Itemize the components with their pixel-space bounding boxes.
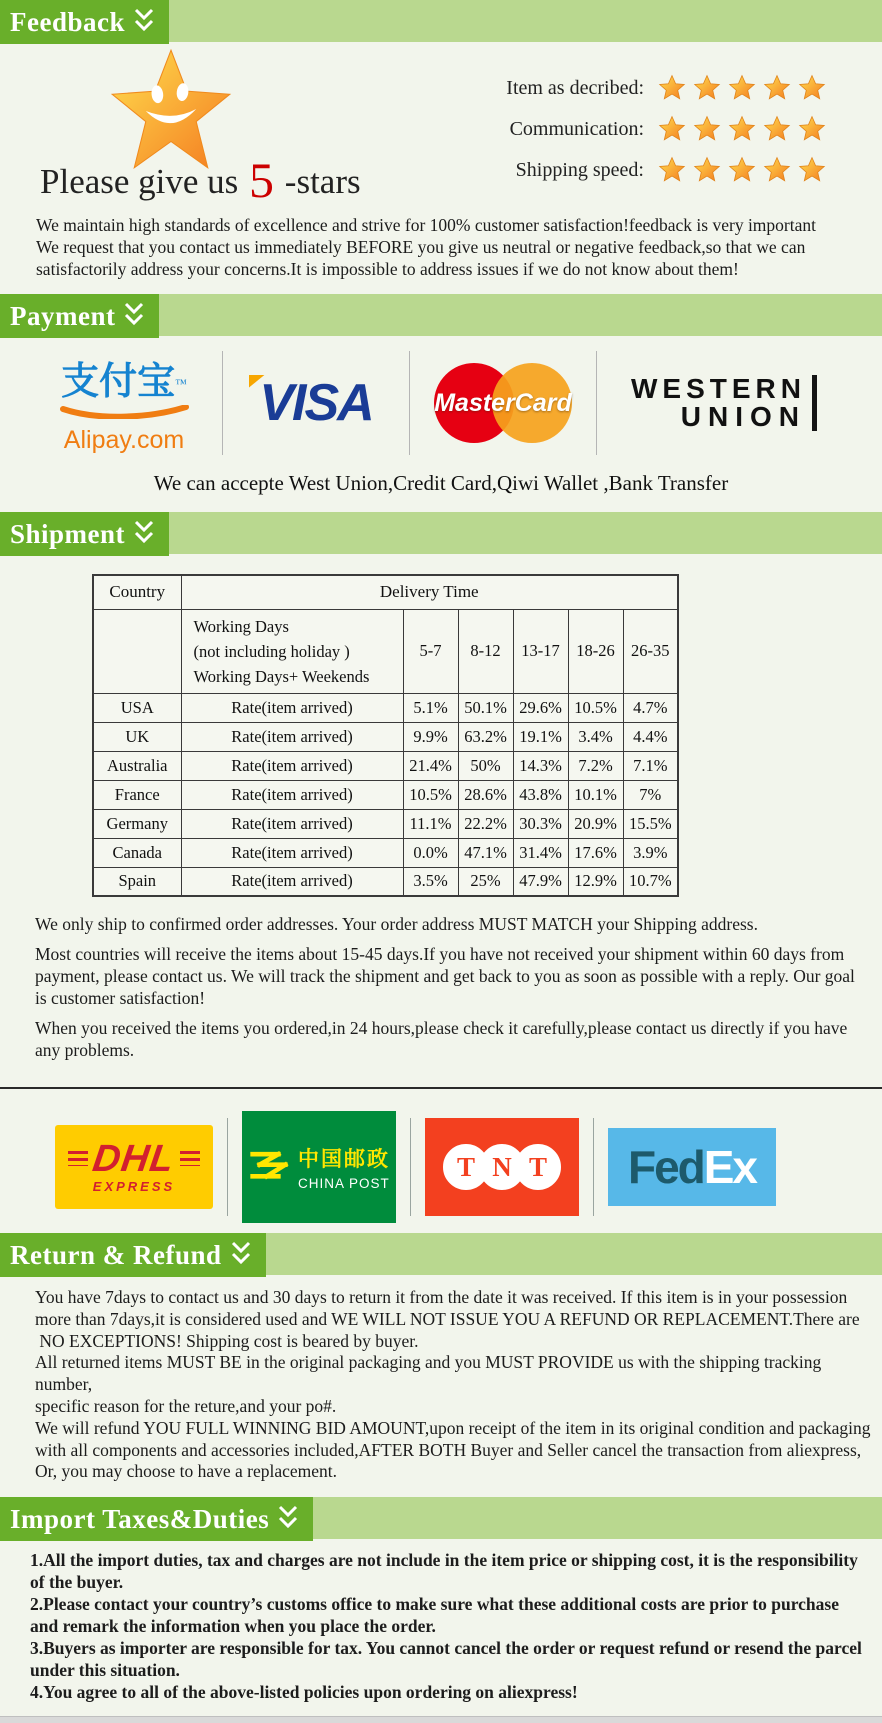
payment-logos-row [0, 336, 882, 461]
return-refund-line: Or, you may choose to have a replacement. [35, 1461, 338, 1482]
double-chevron-down-icon [133, 7, 155, 37]
rating-row [484, 115, 826, 143]
rate-value-cell: 10.5% [403, 780, 458, 809]
star-icon [693, 74, 721, 102]
rate-value-cell: 30.3% [513, 809, 568, 838]
rate-value-cell: 43.8% [513, 780, 568, 809]
tnt-letter: N [492, 1151, 512, 1182]
return-refund-line: You have 7days to contact us and 30 days to return it from the date it was received. If this item is in your possession [35, 1287, 848, 1307]
star-icon [658, 156, 686, 184]
section-banner-return-refund [0, 1233, 882, 1275]
section-banner-feedback [0, 0, 882, 42]
return-refund-banner-tag [0, 1233, 266, 1277]
rate-value-cell: 10.5% [568, 693, 623, 722]
rate-value-cell: 10.7% [623, 867, 678, 896]
return-refund-banner-label: Return & Refund [10, 1239, 222, 1270]
import-tax-item-text: All the import duties, tax and charges are not include in the item price or shipping cost, it is the responsibility of the buyer. [30, 1550, 858, 1593]
feedback-banner-tag [0, 0, 169, 44]
dhl-text: DHL [90, 1137, 178, 1180]
empty-cell [93, 609, 181, 693]
import-tax-item-number: 2. [30, 1594, 44, 1615]
working-days-cell [181, 609, 403, 693]
shipment-banner-tag [0, 512, 169, 556]
tnt-letter: T [456, 1151, 475, 1182]
import-tax-item-number: 4. [30, 1682, 44, 1703]
shipping-policy [35, 913, 860, 1061]
rate-value-cell: 25% [458, 867, 513, 896]
country-cell: USA [93, 693, 181, 722]
return-refund-line: specific reason for the reture,and your po#. [35, 1395, 337, 1416]
feedback-paragraph [36, 214, 882, 280]
visa-logo [241, 373, 391, 433]
payment-banner-tag [0, 294, 159, 338]
courier-logos-row [0, 1089, 882, 1233]
feedback-paragraph-line: satisfactorily address your concerns.It is impossible to address issues if we do not know about them! [36, 259, 739, 279]
shipping-policy-paragraph: Most countries will receive the items about 15-45 days.If you have not received your shipment within 60 days from payment, please contact us. We will track the shipment and get back to you as soon as possible with a reply. Our goal is customer satisfaction! [35, 944, 855, 1008]
table-row [93, 722, 678, 751]
star-icon [763, 156, 791, 184]
headline-five: 5 [249, 152, 275, 208]
alipay-swoosh-icon [59, 405, 189, 419]
country-header: Country [93, 575, 181, 609]
table-header-row [93, 575, 678, 609]
china-post-cn-text: 中国邮政 [298, 1148, 390, 1171]
star-rating [658, 115, 826, 143]
divider [410, 1118, 411, 1216]
working-days-line: Working Days+ Weekends [193, 666, 370, 686]
import-tax-item-text: You agree to all of the above-listed policies upon ordering on aliexpress! [43, 1682, 578, 1703]
alipay-tm: ™ [175, 376, 187, 391]
import-tax-item [30, 1593, 865, 1637]
feedback-banner-label: Feedback [10, 6, 125, 37]
country-cell: Spain [93, 867, 181, 896]
rate-label-cell: Rate(item arrived) [181, 867, 403, 896]
star-icon [728, 115, 756, 143]
dhl-express-text: EXPRESS [92, 1178, 176, 1194]
rate-value-cell: 11.1% [403, 809, 458, 838]
star-rating [658, 156, 826, 184]
double-chevron-down-icon [123, 301, 145, 331]
dhl-speed-lines [180, 1151, 200, 1166]
smiley-star-icon [108, 48, 234, 172]
country-cell: Canada [93, 838, 181, 867]
alipay-logo [44, 350, 204, 455]
alipay-cn-text: 支付宝 [61, 361, 176, 403]
range-header-cell: 5-7 [403, 609, 458, 693]
star-icon [763, 74, 791, 102]
rate-value-cell: 28.6% [458, 780, 513, 809]
import-tax-item-number: 3. [30, 1638, 44, 1659]
feedback-content [0, 42, 882, 208]
rate-value-cell: 12.9% [568, 867, 623, 896]
china-post-en-text: CHINA POST [298, 1176, 390, 1191]
return-refund-line: We will refund YOU FULL WINNING BID AMOUNT,upon receipt of the item in its original condition and packaging [35, 1417, 871, 1438]
visa-text: VISA [259, 373, 373, 432]
rate-label-cell: Rate(item arrived) [181, 838, 403, 867]
rate-value-cell: 3.9% [623, 838, 678, 867]
rating-row [484, 156, 826, 184]
star-icon [728, 74, 756, 102]
import-tax-item-text: Buyers as importer are responsible for tax. You cannot cancel the order or request refund or resend the parcel under this situation. [30, 1638, 862, 1681]
table-row [93, 838, 678, 867]
fedex-fed-text: Fed [627, 1141, 704, 1193]
headline-post: -stars [284, 162, 361, 201]
rate-value-cell: 50% [458, 751, 513, 780]
import-tax-item [30, 1549, 865, 1593]
import-tax-item-text: Please contact your country’s customs office to make sure what these additional costs are prior to purchase and remark the information when you place the order. [30, 1594, 839, 1637]
rating-label: Communication: [509, 117, 644, 140]
tnt-letter: T [528, 1151, 547, 1182]
rate-value-cell: 20.9% [568, 809, 623, 838]
rate-value-cell: 63.2% [458, 722, 513, 751]
dhl-speed-lines [68, 1151, 88, 1166]
working-days-line: Working Days [193, 616, 289, 636]
star-icon [798, 74, 826, 102]
feedback-paragraph-line: We request that you contact us immediately BEFORE you give us neutral or negative feedback,so that we can [36, 237, 806, 257]
fedex-logo [608, 1128, 776, 1206]
rate-value-cell: 14.3% [513, 751, 568, 780]
star-icon [728, 156, 756, 184]
rate-value-cell: 29.6% [513, 693, 568, 722]
feedback-left [40, 48, 460, 208]
country-cell: Germany [93, 809, 181, 838]
double-chevron-down-icon [230, 1240, 252, 1270]
china-post-emblem-icon [248, 1146, 290, 1188]
rate-label-cell: Rate(item arrived) [181, 780, 403, 809]
working-days-line: (not including holiday ) [193, 641, 350, 661]
country-cell: France [93, 780, 181, 809]
rate-label-cell: Rate(item arrived) [181, 809, 403, 838]
alipay-domain: Alipay.com [63, 426, 185, 454]
section-banner-import-taxes [0, 1497, 882, 1539]
table-row [93, 867, 678, 896]
rating-label: Shipping speed: [515, 158, 644, 181]
range-header-cell: 26-35 [623, 609, 678, 693]
table-subheader-row [93, 609, 678, 693]
divider [596, 351, 597, 455]
import-tax-item [30, 1637, 865, 1681]
rate-value-cell: 15.5% [623, 809, 678, 838]
return-refund-line: more than 7days,it is considered used and WE WILL NOT ISSUE YOU A REFUND OR REPLACEMENT.There are [35, 1308, 860, 1329]
mastercard-text: MasterCard [434, 388, 572, 417]
rate-value-cell: 7% [623, 780, 678, 809]
rate-value-cell: 4.7% [623, 693, 678, 722]
table-row [93, 693, 678, 722]
delivery-time-header: Delivery Time [181, 575, 678, 609]
tnt-circle [515, 1144, 561, 1190]
feedback-paragraph-line: We maintain high standards of excellence and strive for 100% customer satisfaction!feedback is very important [36, 215, 816, 235]
rate-label-cell: Rate(item arrived) [181, 693, 403, 722]
rating-row [484, 74, 826, 102]
table-row [93, 751, 678, 780]
rate-value-cell: 19.1% [513, 722, 568, 751]
country-cell: Australia [93, 751, 181, 780]
star-icon [693, 115, 721, 143]
payment-banner-label: Payment [10, 300, 116, 331]
star-icon [798, 115, 826, 143]
star-icon [693, 156, 721, 184]
range-header-cell: 18-26 [568, 609, 623, 693]
import-taxes-list [30, 1549, 865, 1703]
china-post-logo [242, 1111, 396, 1223]
delivery-time-table [92, 574, 679, 897]
rate-value-cell: 9.9% [403, 722, 458, 751]
fedex-ex-text: Ex [703, 1141, 757, 1193]
rate-value-cell: 22.2% [458, 809, 513, 838]
divider [227, 1118, 228, 1216]
rate-value-cell: 5.1% [403, 693, 458, 722]
star-icon [798, 156, 826, 184]
section-banner-payment [0, 294, 882, 336]
rate-label-cell: Rate(item arrived) [181, 722, 403, 751]
divider [409, 351, 410, 455]
divider [222, 351, 223, 455]
return-refund-line: with all components and accessories included,AFTER BOTH Buyer and Seller cancel the transaction from aliexpress, [35, 1439, 862, 1460]
shipping-policy-paragraph: We only ship to confirmed order addresses. Your order address MUST MATCH your Shipping address. [35, 914, 758, 934]
mastercard-logo [428, 353, 578, 453]
shipping-policy-paragraph: When you received the items you ordered,in 24 hours,please check it carefully,please contact us directly if you have any problems. [35, 1018, 848, 1060]
shipment-banner-label: Shipment [10, 518, 126, 549]
rate-value-cell: 4.4% [623, 722, 678, 751]
double-chevron-down-icon [133, 519, 155, 549]
import-taxes-banner-tag [0, 1497, 313, 1541]
rate-value-cell: 17.6% [568, 838, 623, 867]
star-icon [763, 115, 791, 143]
import-taxes-banner-label: Import Taxes&Duties [10, 1503, 270, 1534]
western-union-logo [631, 372, 817, 432]
section-banner-shipment [0, 512, 882, 554]
rate-value-cell: 21.4% [403, 751, 458, 780]
rate-value-cell: 50.1% [458, 693, 513, 722]
tnt-logo [425, 1118, 579, 1216]
divider [593, 1118, 594, 1216]
rate-value-cell: 31.4% [513, 838, 568, 867]
headline-pre: Please give us [40, 162, 239, 201]
rate-value-cell: 47.1% [458, 838, 513, 867]
rate-label-cell: Rate(item arrived) [181, 751, 403, 780]
return-refund-line: NO EXCEPTIONS! Shipping cost is beared by buyer. [35, 1330, 419, 1351]
ratings-block [484, 74, 826, 202]
double-chevron-down-icon [277, 1504, 299, 1534]
dhl-logo [55, 1125, 213, 1209]
return-refund-text [35, 1287, 882, 1483]
rate-value-cell: 7.2% [568, 751, 623, 780]
rate-value-cell: 47.9% [513, 867, 568, 896]
payment-caption: We can accepte West Union,Credit Card,Qiwi Wallet ,Bank Transfer [153, 471, 729, 495]
rate-value-cell: 3.5% [403, 867, 458, 896]
range-header-cell: 8-12 [458, 609, 513, 693]
import-tax-item-number: 1. [30, 1550, 44, 1571]
star-icon [658, 74, 686, 102]
rate-value-cell: 3.4% [568, 722, 623, 751]
rate-value-cell: 10.1% [568, 780, 623, 809]
table-row [93, 780, 678, 809]
rate-value-cell: 0.0% [403, 838, 458, 867]
return-refund-line: All returned items MUST BE in the original packaging and you MUST PROVIDE us with the shipping tracking number, [35, 1352, 826, 1395]
table-row [93, 809, 678, 838]
import-tax-item [30, 1681, 865, 1703]
feedback-headline [40, 152, 460, 208]
western-union-line2: UNION [680, 400, 806, 432]
range-header-cell: 13-17 [513, 609, 568, 693]
country-cell: UK [93, 722, 181, 751]
star-rating [658, 74, 826, 102]
western-union-line1: WESTERN [631, 372, 806, 404]
bottom-divider [0, 1716, 882, 1723]
star-icon [658, 115, 686, 143]
rating-label: Item as decribed: [506, 76, 644, 99]
rate-value-cell: 7.1% [623, 751, 678, 780]
